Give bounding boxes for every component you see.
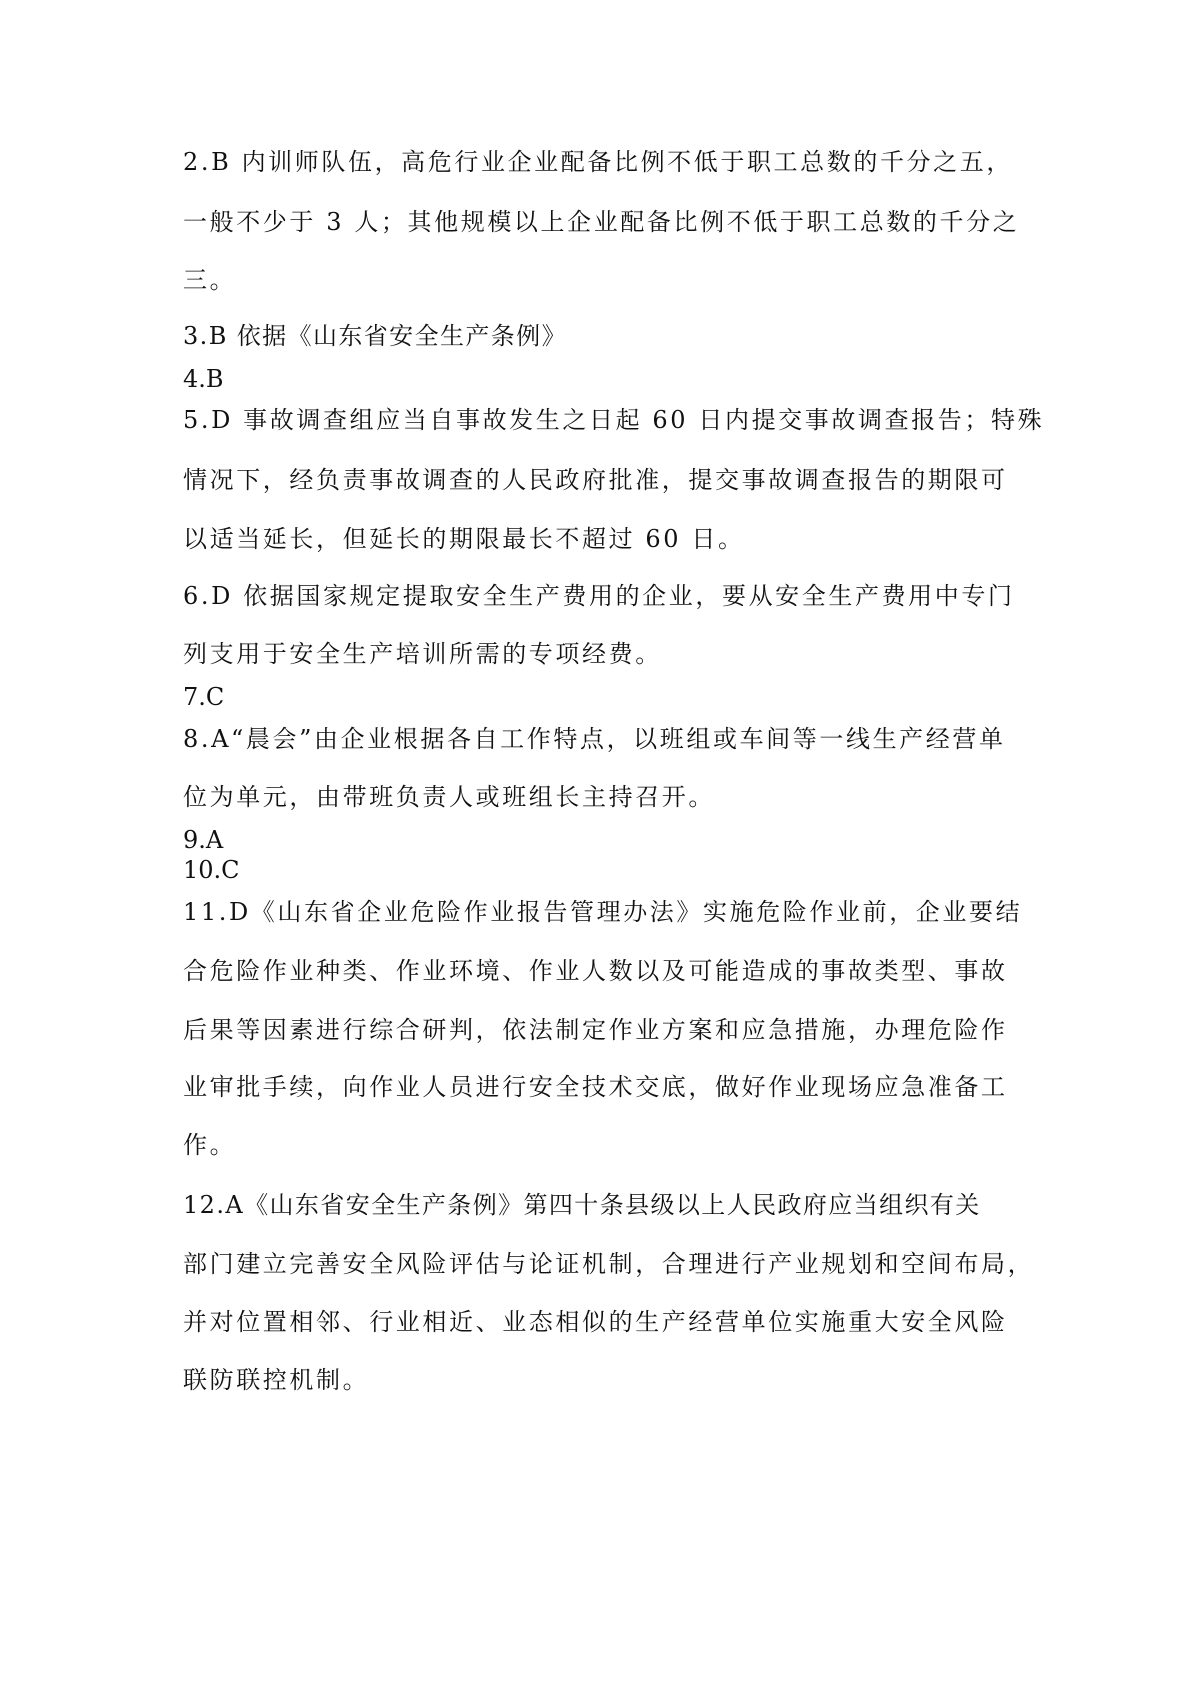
answer-2-line-2: 一般不少于 3 人；其他规模以上企业配备比例不低于职工总数的千分之 [183,208,1020,236]
answer-2-line-3: 三。 [183,266,237,294]
answer-3-line-1: 3.B 依据《山东省安全生产条例》 [183,322,567,350]
answer-12-line-1: 12.A《山东省安全生产条例》第四十条县级以上人民政府应当组织有关 [183,1191,981,1219]
answer-11-line-5: 作。 [183,1131,237,1159]
answer-6-line-2: 列支用于安全生产培训所需的专项经费。 [183,640,662,668]
answer-11-line-4: 业审批手续，向作业人员进行安全技术交底，做好作业现场应急准备工 [183,1073,1008,1101]
answer-8-line-2: 位为单元，由带班负责人或班组长主持召开。 [183,783,715,811]
answer-11-line-3: 后果等因素进行综合研判，依法制定作业方案和应急措施，办理危险作 [183,1016,1008,1044]
answer-10-line-1: 10.C [183,856,240,884]
answer-11-line-1: 11.D《山东省企业危险作业报告管理办法》实施危险作业前，企业要结 [183,898,1023,926]
answer-6-line-1: 6.D 依据国家规定提取安全生产费用的企业，要从安全生产费用中专门 [183,582,1015,610]
answer-5-line-2: 情况下，经负责事故调查的人民政府批准，提交事故调查报告的期限可 [183,466,1008,494]
answer-4-line-1: 4.B [183,365,224,393]
answer-7-line-1: 7.C [183,683,225,711]
answer-9-line-1: 9.A [183,826,224,854]
answer-12-line-3: 并对位置相邻、行业相近、业态相似的生产经营单位实施重大安全风险 [183,1308,1008,1336]
answer-5-line-1: 5.D 事故调查组应当自事故发生之日起 60 日内提交事故调查报告；特殊 [183,406,1045,434]
answer-12-line-2: 部门建立完善安全风险评估与论证机制，合理进行产业规划和空间布局， [183,1250,1035,1278]
answer-12-line-4: 联防联控机制。 [183,1366,370,1394]
answer-5-line-3: 以适当延长，但延长的期限最长不超过 60 日。 [183,525,745,553]
answer-8-line-1: 8.A“晨会”由企业根据各自工作特点，以班组或车间等一线生产经营单 [183,725,1006,753]
answer-2-line-1: 2.B 内训师队伍，高危行业企业配备比例不低于职工总数的千分之五， [183,148,1013,176]
answer-11-line-2: 合危险作业种类、作业环境、作业人数以及可能造成的事故类型、事故 [183,957,1008,985]
